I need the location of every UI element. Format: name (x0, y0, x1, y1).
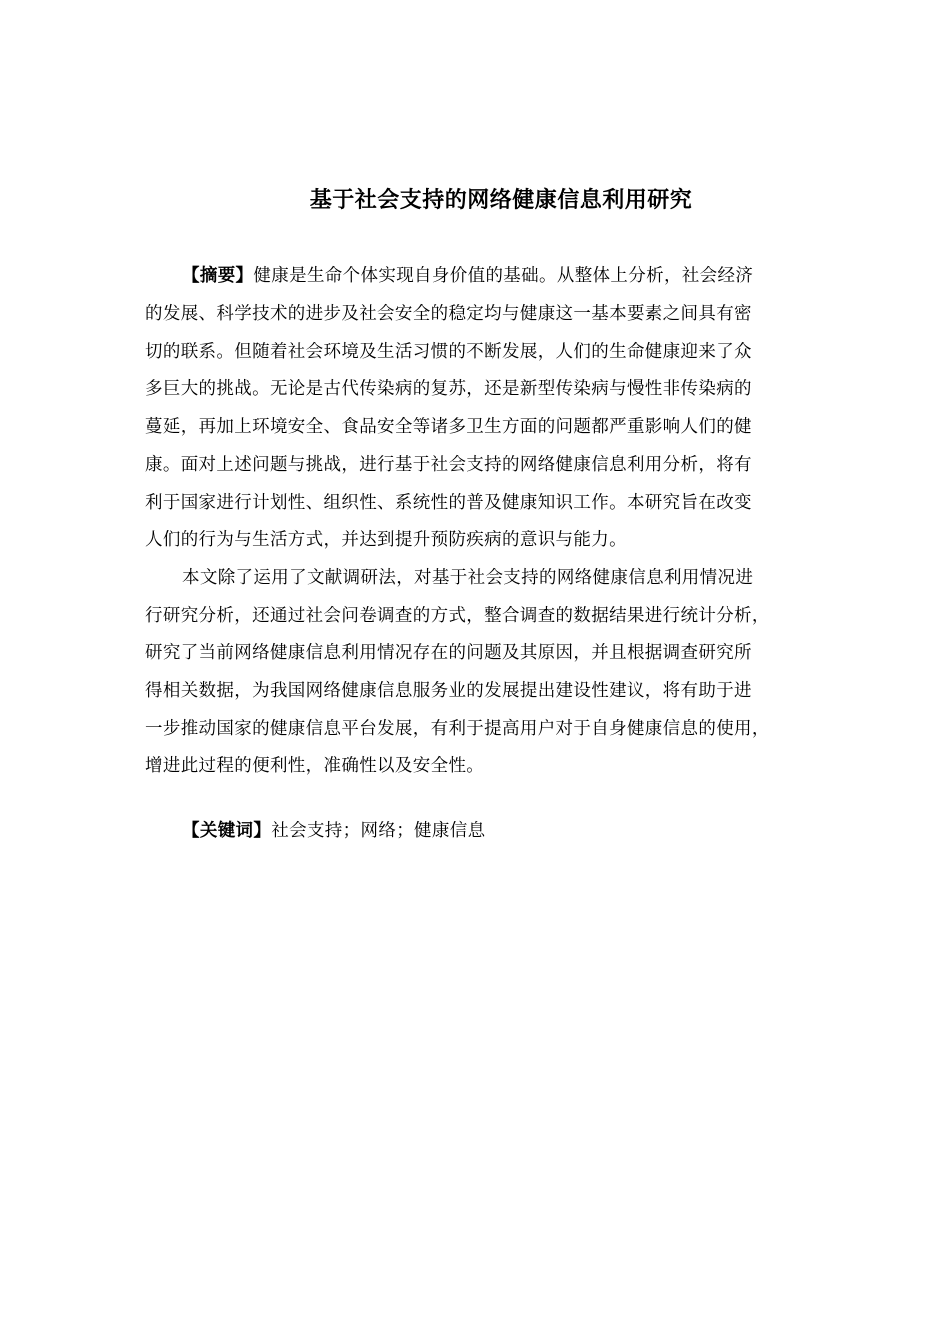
abstract-line: 本文除了运用了文献调研法，对基于社会支持的网络健康信息利用情况进 (182, 568, 754, 588)
abstract-line: 增进此过程的便利性，准确性以及安全性。 (145, 756, 485, 776)
abstract-line: 一步推动国家的健康信息平台发展，有利于提高用户对于自身健康信息的使用， (145, 719, 770, 739)
abstract-line: 蔓延，再加上环境安全、食品安全等诸多卫生方面的问题都严重影响人们的健 (145, 417, 752, 437)
abstract-line: 切的联系。但随着社会环境及生活习惯的不断发展，人们的生命健康迎来了众 (145, 342, 752, 362)
abstract-line: 人们的行为与生活方式，并达到提升预防疾病的意识与能力。 (145, 530, 627, 550)
keywords-line (182, 818, 485, 844)
abstract-line: 研究了当前网络健康信息利用情况存在的问题及其原因，并且根据调查研究所 (145, 643, 752, 663)
abstract-line: 多巨大的挑战。无论是古代传染病的复苏，还是新型传染病与慢性非传染病的 (145, 379, 752, 399)
keywords-text: 社会支持；网络；健康信息 (271, 821, 486, 841)
abstract-line (182, 263, 753, 289)
abstract-line: 的发展、科学技术的进步及社会安全的稳定均与健康这一基本要素之间具有密 (145, 304, 752, 324)
abstract-text: 健康是生命个体实现自身价值的基础。从整体上分析，社会经济 (253, 266, 754, 286)
abstract-line: 得相关数据，为我国网络健康信息服务业的发展提出建设性建议，将有助于进 (145, 681, 752, 701)
abstract-line: 利于国家进行计划性、组织性、系统性的普及健康知识工作。本研究旨在改变 (145, 493, 752, 513)
abstract-line: 行研究分析，还通过社会问卷调查的方式，整合调查的数据结果进行统计分析， (145, 606, 770, 626)
keywords-label: 【关键词】 (182, 821, 272, 841)
abstract-label: 【摘要】 (182, 266, 254, 286)
document-title: 基于社会支持的网络健康信息利用研究 (309, 188, 693, 213)
abstract-line: 康。面对上述问题与挑战，进行基于社会支持的网络健康信息利用分析，将有 (145, 455, 752, 475)
